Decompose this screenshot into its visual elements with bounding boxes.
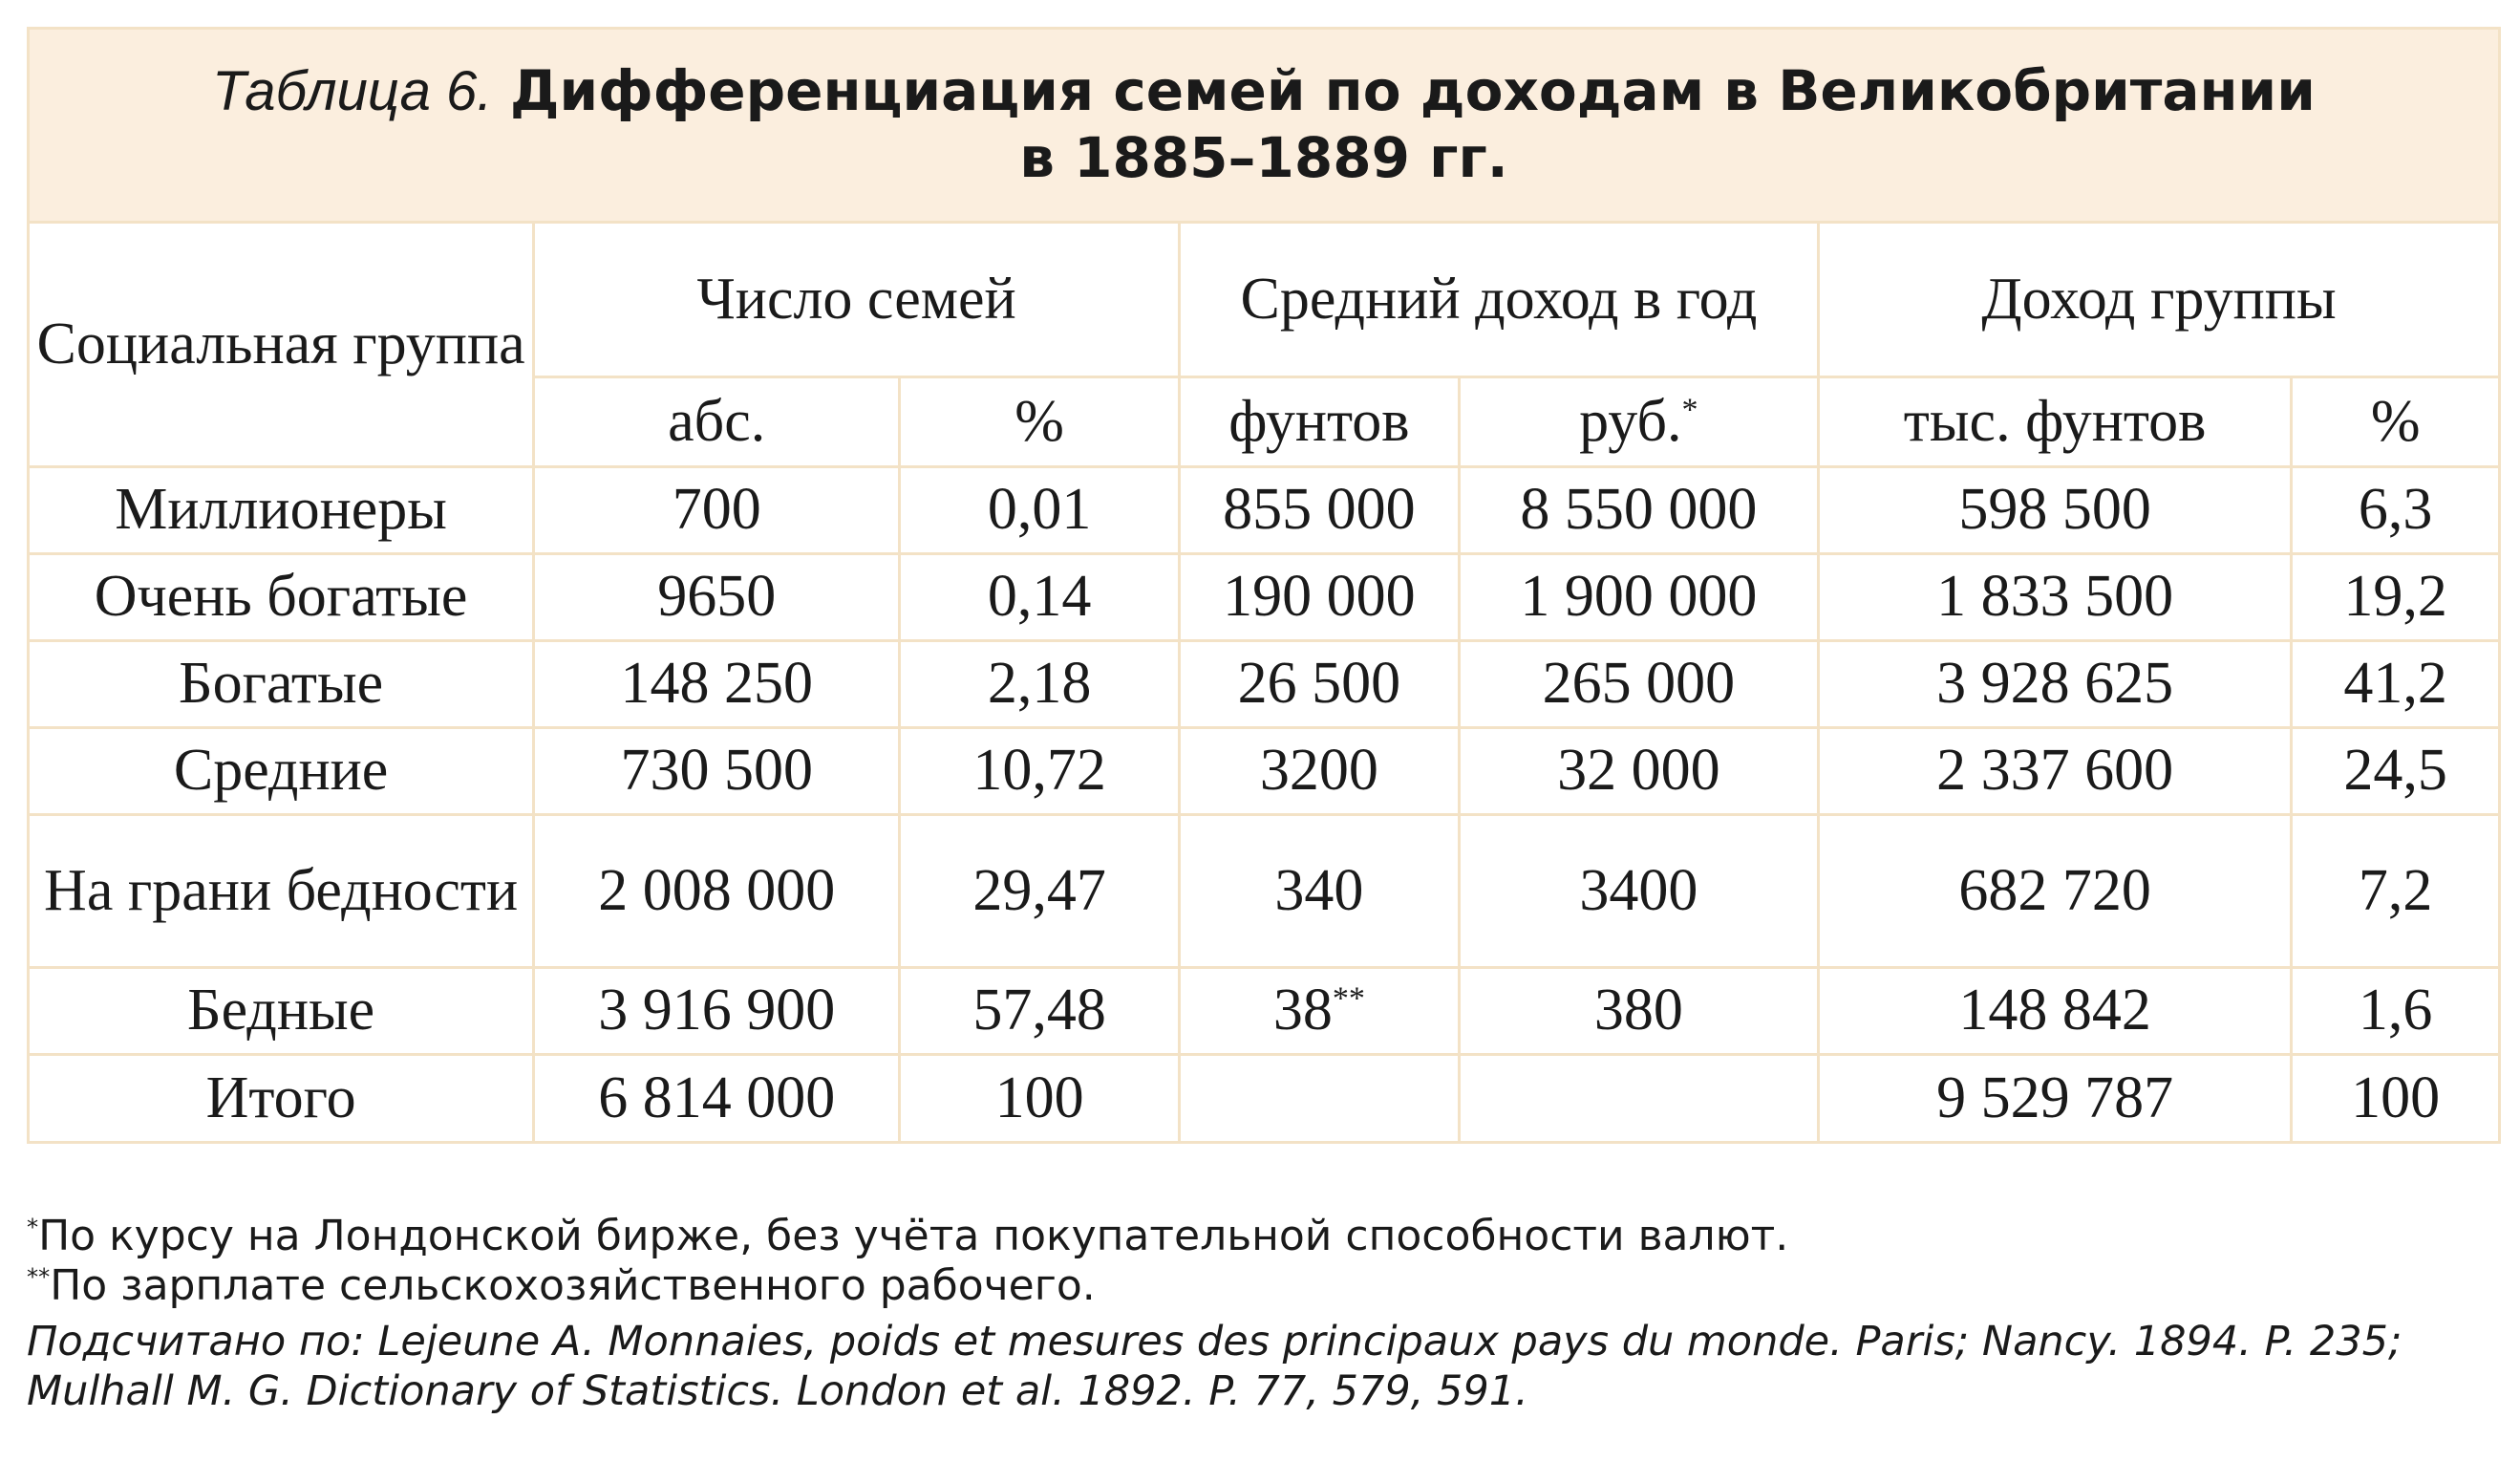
cell-group: Бедные — [30, 967, 534, 1054]
cell-pounds-value: 26 500 — [1237, 651, 1401, 717]
header-group-income: Доход группы — [1818, 224, 2498, 376]
cell-k-pounds: 598 500 — [1818, 466, 2291, 553]
cell-abs: 148 250 — [534, 640, 900, 727]
cell-pct: 29,47 — [900, 814, 1180, 967]
cell-pounds — [1179, 1054, 1459, 1141]
table-row — [30, 967, 2498, 1054]
cell-pct-income: 1,6 — [2292, 967, 2498, 1054]
header-pounds: фунтов — [1179, 376, 1459, 466]
data-table — [30, 224, 2498, 1141]
title-prefix: Таблица 6. — [212, 60, 493, 123]
header-social-group: Социальная группа — [30, 224, 534, 466]
header-abs: абс. — [534, 376, 900, 466]
table-row — [30, 640, 2498, 727]
cell-abs: 700 — [534, 466, 900, 553]
cell-pct: 2,18 — [900, 640, 1180, 727]
cell-abs: 6 814 000 — [534, 1054, 900, 1141]
cell-pounds-value: 190 000 — [1223, 564, 1416, 630]
cell-k-pounds: 682 720 — [1818, 814, 2291, 967]
cell-abs: 730 500 — [534, 727, 900, 814]
cell-pct-income: 24,5 — [2292, 727, 2498, 814]
footnote-mark: * — [27, 1214, 39, 1241]
cell-group: Средние — [30, 727, 534, 814]
cell-pct: 57,48 — [900, 967, 1180, 1054]
cell-group: Богатые — [30, 640, 534, 727]
cell-pounds-value: 3200 — [1259, 738, 1378, 804]
header-pct-families: % — [900, 376, 1180, 466]
cell-k-pounds: 1 833 500 — [1818, 553, 2291, 640]
table-title — [30, 30, 2498, 224]
cell-pounds-value: 38 — [1272, 978, 1333, 1043]
footnote-1 — [27, 1212, 2491, 1261]
cell-pct: 10,72 — [900, 727, 1180, 814]
cell-k-pounds: 9 529 787 — [1818, 1054, 2291, 1141]
table-row — [30, 814, 2498, 967]
cell-rub: 1 900 000 — [1459, 553, 1818, 640]
cell-pct: 0,14 — [900, 553, 1180, 640]
footnote-2-text: По зарплате сельскохозяйственного рабочего. — [50, 1260, 1096, 1310]
cell-pct-income: 41,2 — [2292, 640, 2498, 727]
title-main: Дифференциация семей по доходам в Великобритании — [509, 58, 2316, 124]
cell-rub: 32 000 — [1459, 727, 1818, 814]
cell-rub — [1459, 1054, 1818, 1141]
cell-pounds — [1179, 727, 1459, 814]
cell-abs: 2 008 000 — [534, 814, 900, 967]
footnote-mark: ** — [27, 1263, 51, 1291]
footnote-1-text: По курсу на Лондонской бирже, без учёта покупательной способности валют. — [38, 1212, 1789, 1260]
header-rub-label: руб. — [1579, 388, 1682, 454]
table-row — [30, 727, 2498, 814]
cell-abs: 3 916 900 — [534, 967, 900, 1054]
cell-group: Итого — [30, 1054, 534, 1141]
cell-pounds — [1179, 466, 1459, 553]
table-row — [30, 466, 2498, 553]
footnote-mark: * — [1681, 392, 1698, 428]
cell-pct: 100 — [900, 1054, 1180, 1141]
table-row — [30, 553, 2498, 640]
cell-rub: 265 000 — [1459, 640, 1818, 727]
cell-rub: 3400 — [1459, 814, 1818, 967]
cell-abs: 9650 — [534, 553, 900, 640]
header-row-1 — [30, 224, 2498, 376]
header-rub — [1459, 376, 1818, 466]
title-line-2: в 1885–1889 гг. — [1019, 125, 1508, 190]
cell-pounds — [1179, 814, 1459, 967]
header-thousand-pounds: тыс. фунтов — [1818, 376, 2291, 466]
cell-pct-income: 19,2 — [2292, 553, 2498, 640]
source-line-1: Подсчитано по: Lejeune A. Monnaies, poids et mesures des principaux pays du monde. Paris; Nancy. 1894. P. 235; — [27, 1317, 2403, 1365]
cell-group: Очень богатые — [30, 553, 534, 640]
cell-pct: 0,01 — [900, 466, 1180, 553]
source-line-2: Mulhall M. G. Dictionary of Statistics. London et al. 1892. P. 77, 579, 591. — [27, 1367, 1528, 1416]
header-avg-income: Средний доход в год — [1179, 224, 1818, 376]
cell-pct-income: 6,3 — [2292, 466, 2498, 553]
table-row-total — [30, 1054, 2498, 1141]
cell-k-pounds: 148 842 — [1818, 967, 2291, 1054]
cell-group: На грани бедности — [30, 814, 534, 967]
cell-pounds — [1179, 553, 1459, 640]
footnotes — [27, 1212, 2491, 1417]
footnote-mark: ** — [1332, 980, 1365, 1017]
cell-rub: 8 550 000 — [1459, 466, 1818, 553]
cell-rub: 380 — [1459, 967, 1818, 1054]
source-note — [27, 1317, 2491, 1417]
cell-k-pounds: 2 337 600 — [1818, 727, 2291, 814]
cell-pct-income: 7,2 — [2292, 814, 2498, 967]
cell-pounds — [1179, 967, 1459, 1054]
title-line-1 — [212, 58, 2316, 125]
header-pct-income: % — [2292, 376, 2498, 466]
header-families: Число семей — [534, 224, 1180, 376]
cell-pounds-value: 340 — [1274, 857, 1364, 923]
cell-pct-income: 100 — [2292, 1054, 2498, 1141]
cell-group: Миллионеры — [30, 466, 534, 553]
footnote-2 — [27, 1261, 2491, 1311]
income-table — [27, 27, 2501, 1144]
cell-pounds-value: 855 000 — [1223, 477, 1416, 543]
cell-k-pounds: 3 928 625 — [1818, 640, 2291, 727]
cell-pounds — [1179, 640, 1459, 727]
